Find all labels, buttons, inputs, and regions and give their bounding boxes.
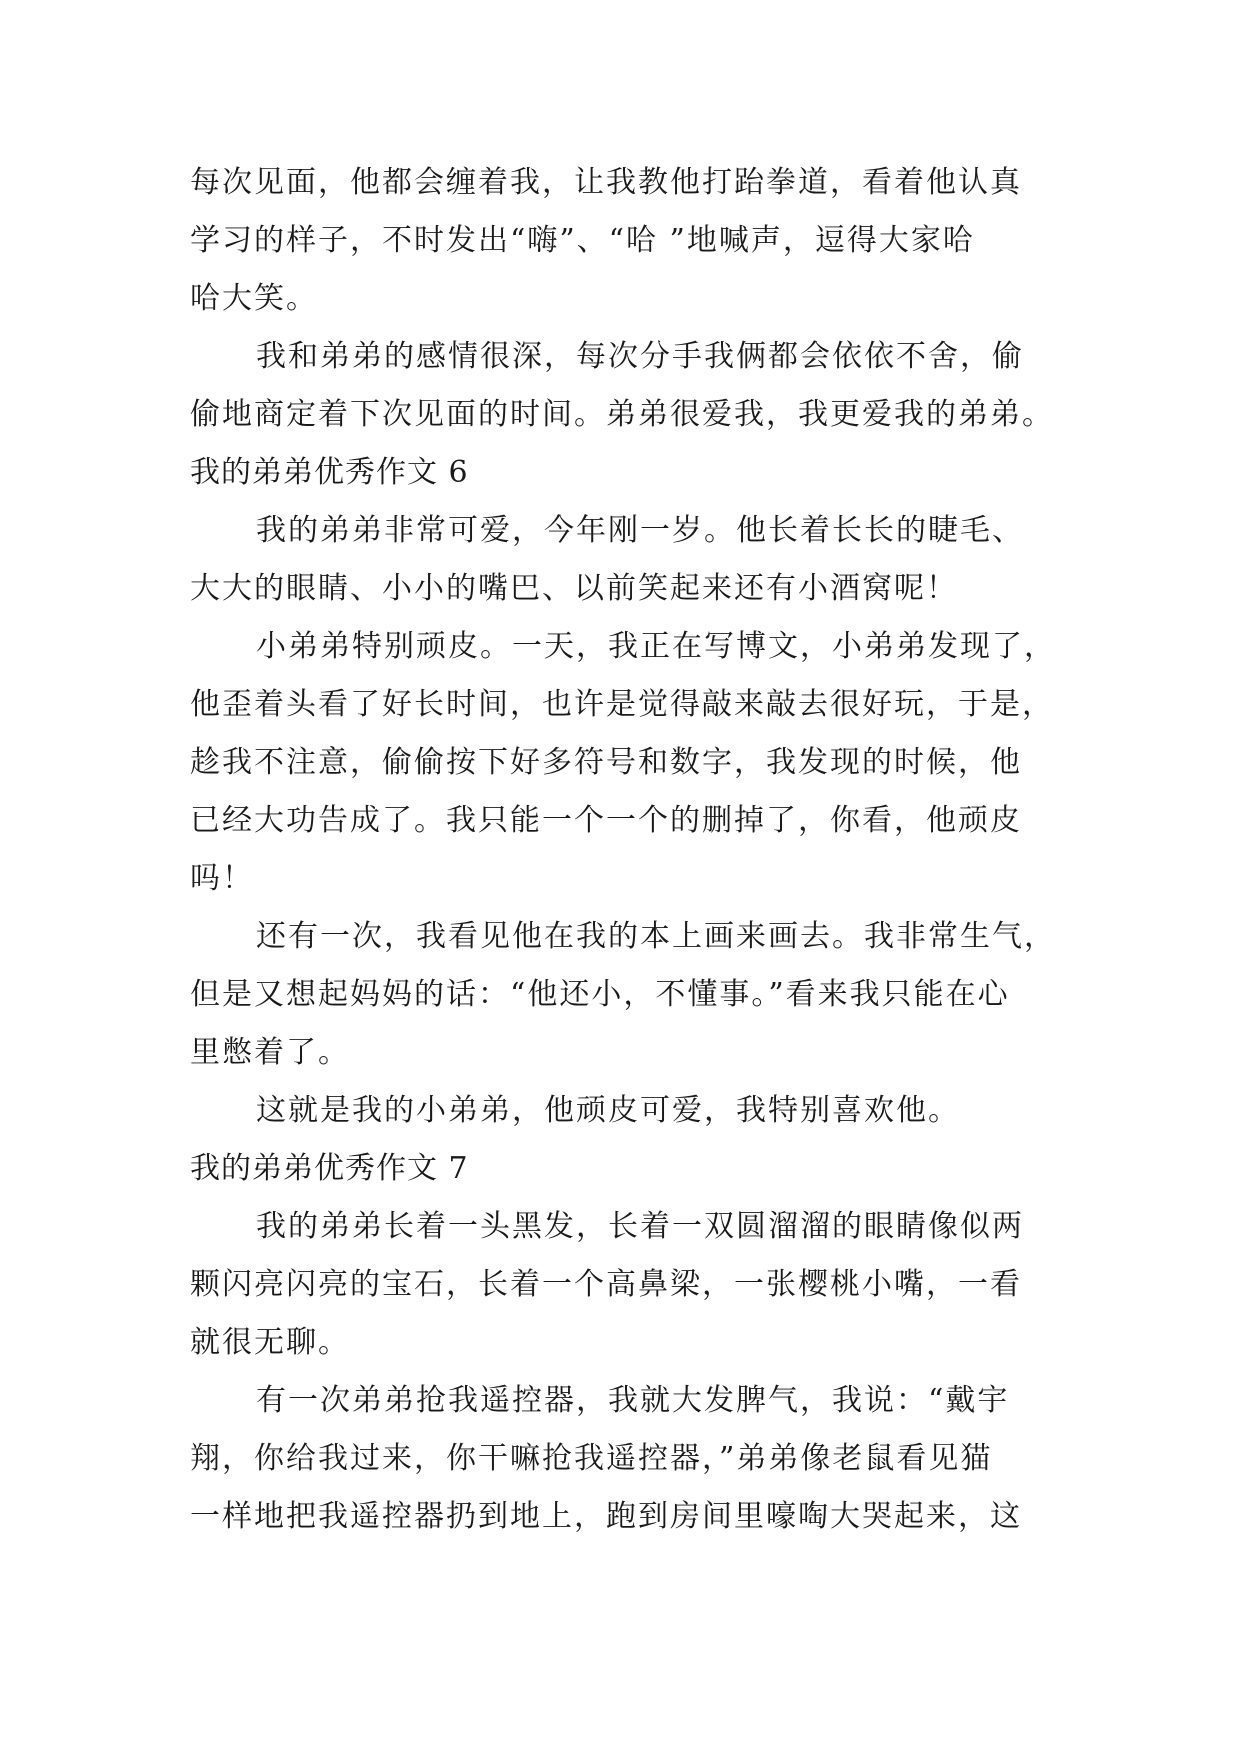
section-title: 我的弟弟优秀作文 7 bbox=[190, 1151, 469, 1186]
text-line: 就很无聊。 bbox=[190, 1325, 350, 1360]
text-line: 我的弟弟非常可爱，今年刚一岁。他长着长长的睫毛、 bbox=[256, 513, 1024, 548]
text-line: 里憋着了。 bbox=[190, 1035, 350, 1070]
text-line: 颗闪亮闪亮的宝石，长着一个高鼻梁，一张樱桃小嘴，一看 bbox=[190, 1267, 1022, 1302]
section-title: 我的弟弟优秀作文 6 bbox=[190, 455, 469, 490]
text-line: 这就是我的小弟弟，他顽皮可爱，我特别喜欢他。 bbox=[256, 1093, 960, 1128]
text-line: 大大的眼睛、小小的嘴巴、以前笑起来还有小酒窝呢！ bbox=[190, 571, 958, 606]
text-line: 翔，你给我过来，你干嘛抢我遥控器，”弟弟像老鼠看见猫 bbox=[190, 1441, 993, 1476]
text-line: 哈大笑。 bbox=[190, 281, 318, 316]
text-line: 偷地商定着下次见面的时间。弟弟很爱我，我更爱我的弟弟。 bbox=[190, 397, 1054, 432]
text-line: 每次见面，他都会缠着我，让我教他打跆拳道，看着他认真 bbox=[190, 165, 1022, 200]
text-line: 还有一次，我看见他在我的本上画来画去。我非常生气， bbox=[256, 919, 1056, 954]
text-line: 但是又想起妈妈的话：“他还小，不懂事。”看来我只能在心 bbox=[190, 977, 1010, 1012]
text-line: 学习的样子，不时发出“嗨”、“哈 ”地喊声，逗得大家哈 bbox=[190, 223, 975, 258]
text-line: 吗！ bbox=[190, 861, 254, 896]
text-line: 一样地把我遥控器扔到地上，跑到房间里嚎啕大哭起来，这 bbox=[190, 1499, 1022, 1534]
text-line: 我的弟弟长着一头黑发，长着一双圆溜溜的眼睛像似两 bbox=[256, 1209, 1024, 1244]
text-line: 有一次弟弟抢我遥控器，我就大发脾气，我说：“戴宇 bbox=[256, 1383, 1010, 1418]
text-line: 趁我不注意，偷偷按下好多符号和数字，我发现的时候，他 bbox=[190, 745, 1022, 780]
text-line: 小弟弟特别顽皮。一天，我正在写博文，小弟弟发现了， bbox=[256, 629, 1056, 664]
text-line: 他歪着头看了好长时间，也许是觉得敲来敲去很好玩，于是， bbox=[190, 687, 1054, 722]
text-line: 我和弟弟的感情很深，每次分手我俩都会依依不舍，偷 bbox=[256, 339, 1024, 374]
text-line: 已经大功告成了。我只能一个一个的删掉了，你看，他顽皮 bbox=[190, 803, 1022, 838]
